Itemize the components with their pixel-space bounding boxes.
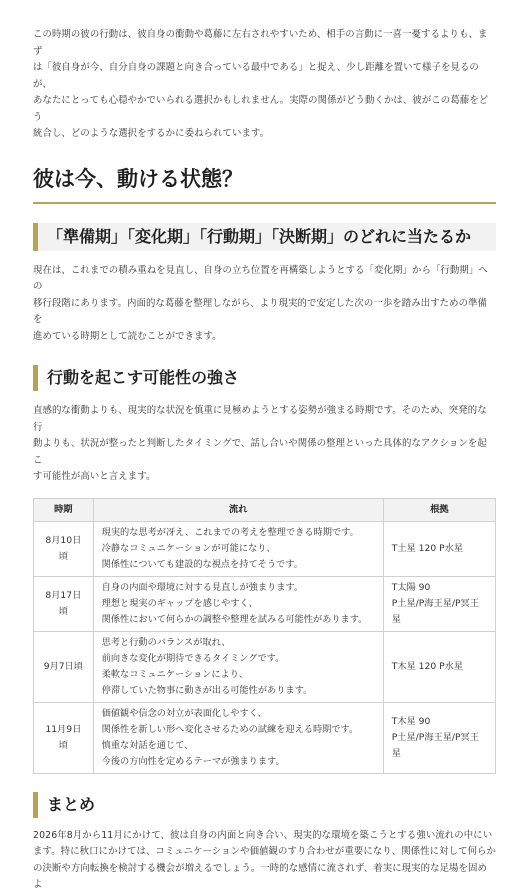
flow-line: 今後の方向性を定めるテーマが強まります。 <box>101 755 285 767</box>
section-phase <box>33 223 496 346</box>
intro-line: は「彼自身が今、自分自身の課題と向き合っている最中である」と捉え、少し距離を置いて様子を見るのが、 <box>33 62 479 90</box>
intro-paragraph <box>33 0 496 143</box>
action-line: す可能性が高いと言えます。 <box>33 471 156 482</box>
flow-line: 自身の内面や環境に対する見直しが強まります。 <box>101 581 304 593</box>
row-date: 9月7日頃 <box>34 631 94 702</box>
header-date: 時期 <box>34 498 94 521</box>
summary-heading: まとめ <box>33 792 496 818</box>
section-action <box>33 365 496 774</box>
row-basis <box>383 576 495 631</box>
table-row <box>34 576 496 631</box>
phase-line: 現在は、これまでの積み重ねを見直し、自身の立ち位置を再構築しようとする「変化期」から「行動期」への <box>33 264 488 292</box>
table-row <box>34 702 496 773</box>
row-flow <box>93 702 383 773</box>
flow-line: 柔軟なコミュニケーションにより、 <box>101 668 249 680</box>
action-paragraph <box>33 403 496 486</box>
flow-line: 冷静なコミュニケーションが可能になり、 <box>101 542 276 554</box>
row-date: 8月17日頃 <box>34 576 94 631</box>
section-summary <box>33 792 496 894</box>
row-flow <box>93 576 383 631</box>
flow-line: 慎重な対話を通じて、 <box>101 739 194 751</box>
flow-line: 現実的な思考が冴え、これまでの考えを整理できる時期です。 <box>101 526 359 538</box>
action-line: 動よりも、状況が整ったと判断したタイミングで、話し合いや関係の整理といった具体的なアクションを起こ <box>33 438 487 466</box>
row-flow <box>93 521 383 576</box>
header-basis: 根拠 <box>383 498 495 521</box>
flow-line: 価値観や信念の対立が表面化しやすく、 <box>101 707 267 719</box>
table-row <box>34 631 496 702</box>
flow-line: 前向きな変化が期待できるタイミングです。 <box>101 652 285 664</box>
basis-line: T木星 120 P水星 <box>391 660 464 672</box>
header-flow: 流れ <box>93 498 383 521</box>
basis-line: T土星 120 P水星 <box>391 542 464 554</box>
main-heading: 彼は今、動ける状態？ <box>33 165 496 204</box>
flow-line: 関係性についても建設的な視点を持てそうです。 <box>101 558 303 570</box>
row-date: 8月10日頃 <box>34 521 94 576</box>
timeline-table <box>33 498 496 774</box>
intro-line: 統合し、どのような選択をするかに委ねられています。 <box>33 128 270 139</box>
row-flow <box>93 631 383 702</box>
phase-heading: 「準備期」「変化期」「行動期」「決断期」のどれに当たるか <box>33 223 496 251</box>
summary-line: 2026年8月から11月にかけて、彼は自身の内面と向き合い、現実的な環境を築こうとする強い流れの中にい <box>33 829 493 841</box>
action-heading: 行動を起こす可能性の強さ <box>33 365 496 391</box>
summary-line: ます。特に秋口にかけては、コミュニケーションや価値観のすり合わせが重要になり、関係性に対して何らか <box>33 846 496 857</box>
intro-line: あなたにとっても心穏やかでいられる選択かもしれません。実際の関係がどう動くかは、彼がこの葛藤をどう <box>33 95 489 123</box>
flow-line: 停滞していた物事に動きが出る可能性があります。 <box>101 684 313 696</box>
intro-line: この時期の彼の行動は、彼自身の衝動や葛藤に左右されやすいため、相手の言動に一喜一憂するよりも、まず <box>33 29 488 57</box>
phase-paragraph <box>33 263 496 346</box>
table-row <box>34 521 496 576</box>
flow-line: 関係性を新しい形へ変化させるための試練を迎える時期です。 <box>101 723 359 735</box>
flow-line: 思考と行動のバランスが取れ、 <box>101 636 231 648</box>
action-line: 直感的な衝動よりも、現実的な状況を慎重に見極めようとする姿勢が強まる時期です。そのため、突発的な行 <box>33 405 487 433</box>
table-header-row <box>34 498 496 521</box>
basis-line: P土星/P海王星/P冥王星 <box>391 731 479 759</box>
basis-line: T木星 90 <box>391 715 431 727</box>
phase-line: 移行段階にあります。内面的な葛藤を整理しながら、より現実的で安定した次の一歩を踏み出すための準備を <box>33 297 488 325</box>
summary-paragraph <box>33 828 496 894</box>
basis-line: T太陽 90 <box>391 581 431 593</box>
flow-line: 関係性において何らかの調整や整理を試みる可能性があります。 <box>101 613 368 625</box>
summary-line: の決断や方向転換を検討する機会が増えるでしょう。一時的な感情に流されず、着実に現実的な足場を固めよ <box>33 862 487 890</box>
row-basis <box>383 521 495 576</box>
row-basis <box>383 631 495 702</box>
flow-line: 理想と現実のギャップを感じやすく、 <box>101 597 258 609</box>
basis-line: P土星/P海王星/P冥王星 <box>391 597 479 625</box>
phase-line: 進めている時期として読むことができます。 <box>33 330 222 342</box>
row-basis <box>383 702 495 773</box>
row-date: 11月9日頃 <box>34 702 94 773</box>
